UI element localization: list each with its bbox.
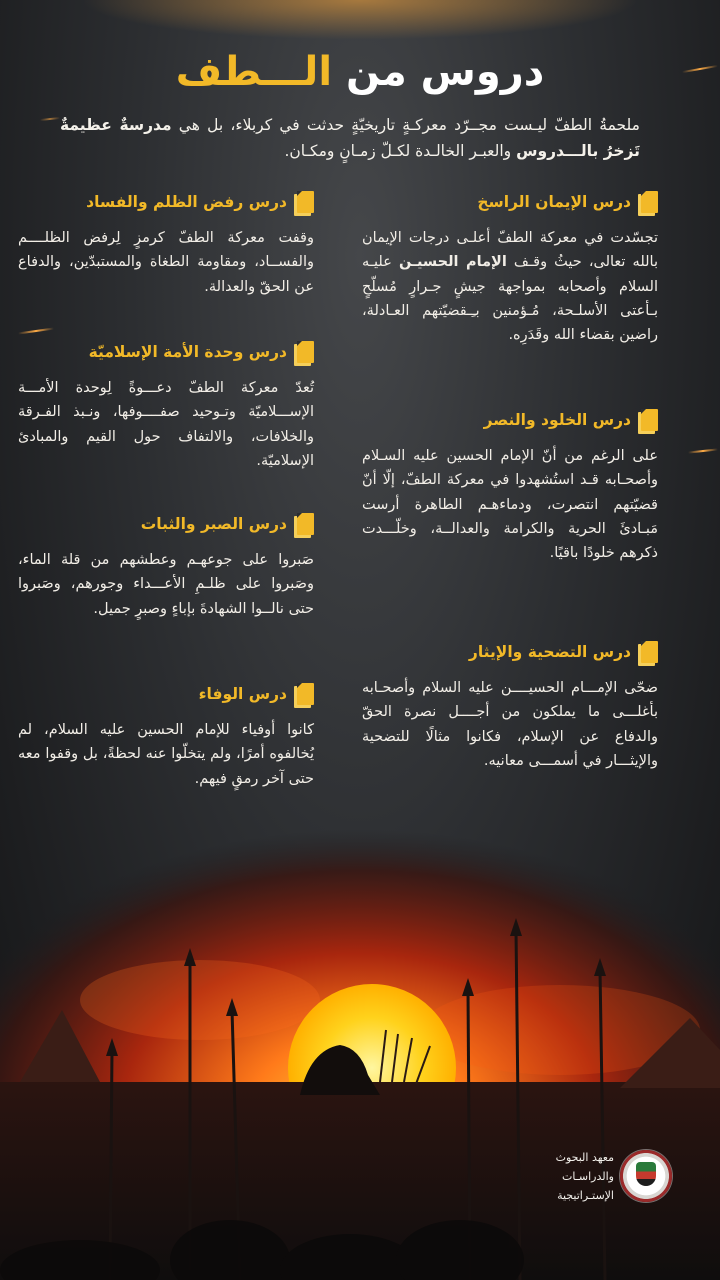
institute-name-line: معهد البحوث	[555, 1151, 614, 1164]
lessons-left-column	[18, 188, 314, 791]
lesson-header	[362, 188, 658, 216]
intro-rest: والعبـر الخالـدة لكـلّ زمـانٍ ومكـان.	[284, 142, 512, 160]
institute-name-line: الإستـراتيجية	[557, 1189, 614, 1202]
lesson-sacrifice	[362, 638, 658, 773]
document-icon	[641, 641, 658, 663]
lesson-title: درس الخلود والنصر	[483, 411, 631, 429]
institute-logo	[620, 1150, 672, 1202]
institute-name-line: والدراسـات	[561, 1170, 614, 1183]
lesson-title: درس وحدة الأمة الإسلاميّة	[88, 343, 287, 361]
title-part-2: الـــطف	[175, 49, 333, 95]
lesson-body: على الرغم من أنّ الإمام الحسين عليه السـلام وأصحـابه قـد استُشهدوا في معركة الطفّ، إلّا أنّ قضيّتهم انتصرت، ودماءهـم الطاهرة أرست مَبـادئَ الحرية والكرامة والعدالــة، وخلّـــدت ذكرهم خلودًا باقيًا.	[362, 448, 658, 562]
document-icon	[297, 191, 314, 213]
lesson-body-text: تجسّدت في معركة الطفّ أعلـى درجات الإيمان بالله تعالى، حيثُ وقـف	[362, 230, 658, 271]
lesson-header	[362, 638, 658, 666]
lesson-title: درس التضحية والإيثار	[468, 643, 631, 661]
document-icon	[297, 683, 314, 705]
lessons-right-column	[362, 188, 658, 773]
intro-line-1: ملحمةُ الطفّ ليـست مجــرّد معركـةٍ تاريخيّةٍ حدثت في كربلاء، بل هي	[178, 116, 640, 134]
lesson-eternity	[362, 406, 658, 638]
lesson-body: ضحّى الإمـــام الحسيــــن عليه السلام وأصحـابه بأغلـــى ما يملكون من أجــــل نصرة الحقّ والدفاع عن الإسلام، فكانوا مثالًا للتضحية والإيثـــار في أسمـــى معانيه.	[362, 680, 658, 769]
lesson-header	[18, 188, 314, 216]
smoke-glow	[80, 960, 320, 1040]
intro-paragraph	[60, 112, 640, 164]
lesson-body: وقفت معركة الطفّ كرمزٍ لِرفض الظلــــم والفســاد، ومقاومة الطغاة والمستبدّين، والدفاع عن الحقّ والعدالة.	[18, 230, 314, 295]
lesson-header	[362, 406, 658, 434]
lesson-reject-injustice	[18, 188, 314, 338]
lesson-unity	[18, 338, 314, 510]
lesson-body	[362, 226, 658, 347]
battlefield-illustration	[0, 820, 720, 1280]
document-icon	[297, 513, 314, 535]
intro-bold: مدرسةٌ عظيمةٌ تَزخرُ بالـــدروس	[60, 116, 640, 160]
lesson-title: درس الإيمان الراسخ	[477, 193, 631, 211]
lesson-header	[18, 338, 314, 366]
document-icon	[641, 191, 658, 213]
institute-name	[540, 1148, 614, 1205]
top-glow	[80, 0, 640, 40]
document-icon	[297, 341, 314, 363]
lesson-header	[18, 510, 314, 538]
ember-streak	[40, 117, 60, 121]
lesson-header	[18, 680, 314, 708]
ember-streak	[688, 448, 718, 453]
document-icon	[641, 409, 658, 431]
lesson-body: تُعدّ معركة الطفّ دعـــوةً لِوحدة الأمـــة الإســـلاميّة وتـوحيد صفــــوفها، ونـبذ الفـرقة والخلافات، والالتفاف حول القيم والمبادئ الإسلاميّة.	[18, 380, 314, 469]
lesson-body-bold: الإمام الحسيـن	[398, 254, 507, 271]
lesson-loyalty	[18, 680, 314, 791]
lesson-title: درس الصبر والثبات	[140, 515, 287, 533]
lesson-body-text: عليـه السلام وأصحابه بمواجهة جيشٍ جـرارٍ مُسلّحٍ بـأعتى الأسلـحة، مُـؤمنين بـِـقضيّتهم العـادلة، راضين بقضاء الله وقَدَرِه.	[362, 254, 658, 344]
lesson-title: درس رفض الظلم والفساد	[86, 193, 287, 211]
lesson-body: كانوا أوفياء للإمام الحسين عليه السلام، لم يُخالفوه أمرًا، ولم يتخلّوا عنه لحظةً، بل وقفوا معه حتى آخر رمقٍ فيهم.	[18, 722, 314, 787]
lesson-title: درس الوفاء	[198, 685, 287, 703]
lesson-faith	[362, 188, 658, 406]
page-title	[0, 44, 720, 100]
lesson-body: صَبروا على جوعهـم وعطشهم من قلة الماء، وصَبروا على ظلـمِ الأعـــداء وجورهم، وصَبروا حتى نالــوا الشهادةَ بإباءٍ وصبرٍ جميل.	[18, 552, 314, 617]
title-part-1: دروس من	[345, 49, 545, 95]
lesson-patience	[18, 510, 314, 680]
